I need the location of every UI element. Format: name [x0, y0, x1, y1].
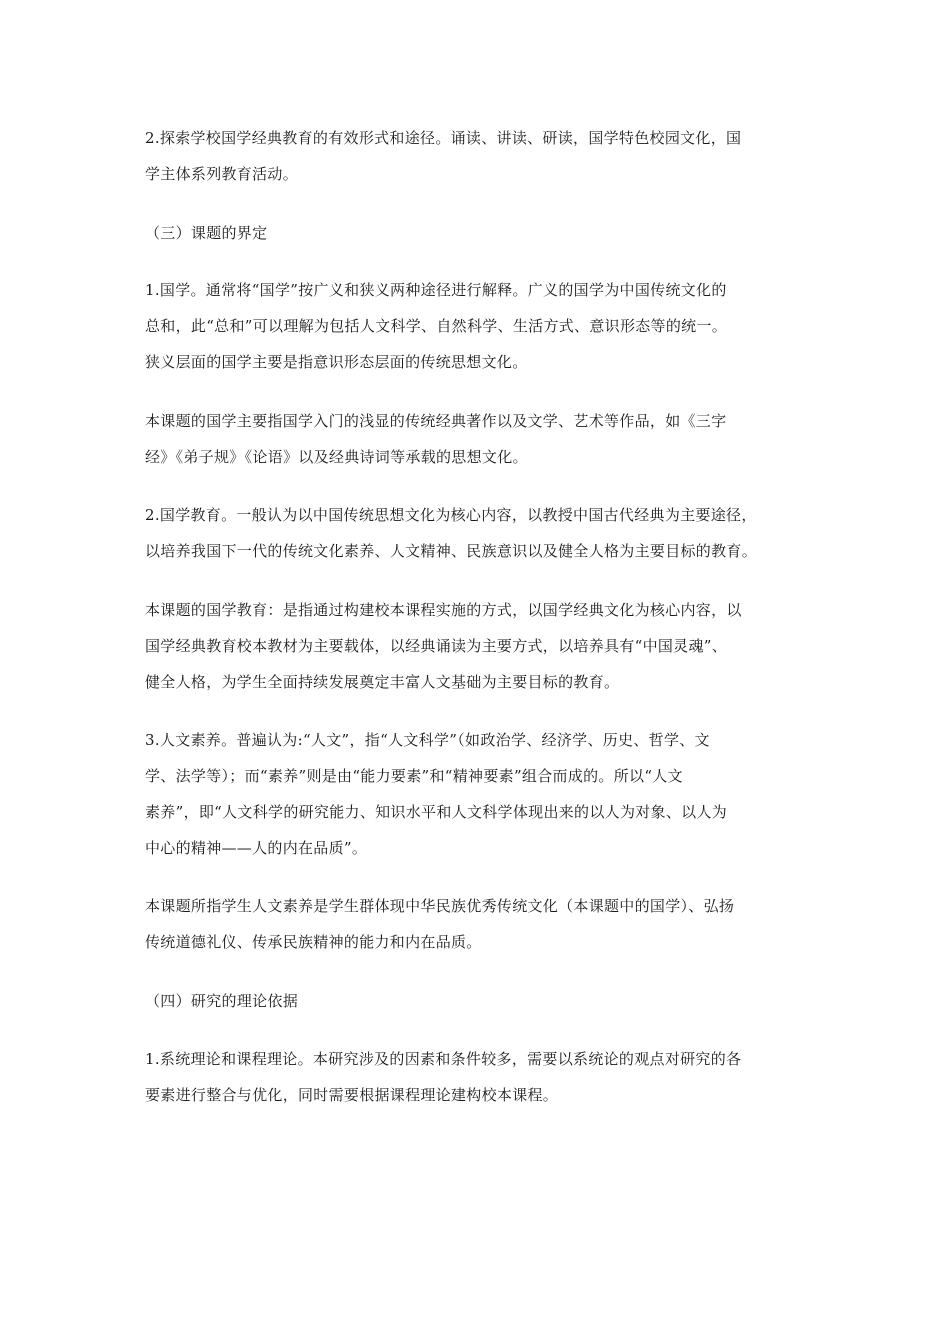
heading-text: （三）课题的界定	[145, 224, 268, 242]
paragraph-guoxue-scope	[145, 403, 810, 475]
paragraph-humanistic-literacy	[145, 722, 810, 866]
text-line: 3.人文素养。普遍认为:“人文”，指“人文科学”（如政治学、经济学、历史、哲学、文	[145, 731, 710, 749]
text-line: 以培养我国下一代的传统文化素养、人文精神、民族意识以及健全人格为主要目标的教育。	[145, 542, 758, 560]
text-line: 狭义层面的国学主要是指意识形态层面的传统思想文化。	[145, 353, 528, 371]
text-line: 要素进行整合与优化，同时需要根据课程理论建构校本课程。	[145, 1086, 559, 1104]
section-heading-definition	[145, 215, 810, 251]
text-line: 本课题的国学主要指国学入门的浅显的传统经典著作以及文学、艺术等作品，如《三字	[145, 412, 727, 430]
paragraph-education-scope	[145, 592, 810, 700]
text-line: 本课题的国学教育：是指通过构建校本课程实施的方式，以国学经典文化为核心内容，以	[145, 601, 742, 619]
text-line: 2.国学教育。一般认为以中国传统思想文化为核心内容，以教授中国古代经典为主要途径，	[145, 506, 757, 524]
text-line: 总和，此“总和”可以理解为包括人文科学、自然科学、生活方式、意识形态等的统一。	[145, 317, 728, 335]
paragraph-systems-theory	[145, 1041, 810, 1113]
text-line: 学、法学等）；而“素养”则是由“能力要素”和“精神要素”组合而成的。所以“人文	[145, 767, 683, 785]
text-line: 2.探索学校国学经典教育的有效形式和途径。诵读、讲读、研读，国学特色校园文化，国	[145, 129, 742, 147]
paragraph-literacy-scope	[145, 888, 810, 960]
text-line: 本课题所指学生人文素养是学生群体现中华民族优秀传统文化（本课题中的国学）、弘扬	[145, 897, 735, 915]
text-line: 中心的精神——人的内在品质”。	[145, 839, 368, 857]
text-line: 1.系统理论和课程理论。本研究涉及的因素和条件较多，需要以系统论的观点对研究的各	[145, 1050, 742, 1068]
text-line: 素养”，即“人文科学的研究能力、知识水平和人文科学体现出来的以人为对象、以人为	[145, 803, 728, 821]
text-line: 传统道德礼仪、传承民族精神的能力和内在品质。	[145, 933, 482, 951]
text-line: 经》《弟子规》《论语》以及经典诗词等承载的思想文化。	[145, 448, 528, 466]
text-line: 1.国学。通常将“国学”按广义和狭义两种途径进行解释。广义的国学为中国传统文化的	[145, 281, 727, 299]
text-line: 学主体系列教育活动。	[145, 165, 299, 183]
section-heading-theory	[145, 983, 810, 1019]
paragraph-guoxue-education	[145, 497, 810, 569]
text-line: 健全人格，为学生全面持续发展奠定丰富人文基础为主要目标的教育。	[145, 673, 620, 691]
paragraph-exploration-forms	[145, 120, 810, 192]
heading-text: （四）研究的理论依据	[145, 992, 299, 1010]
text-line: 国学经典教育校本教材为主要载体，以经典诵读为主要方式，以培养具有“中国灵魂”、	[145, 637, 728, 655]
paragraph-guoxue-definition	[145, 272, 810, 380]
